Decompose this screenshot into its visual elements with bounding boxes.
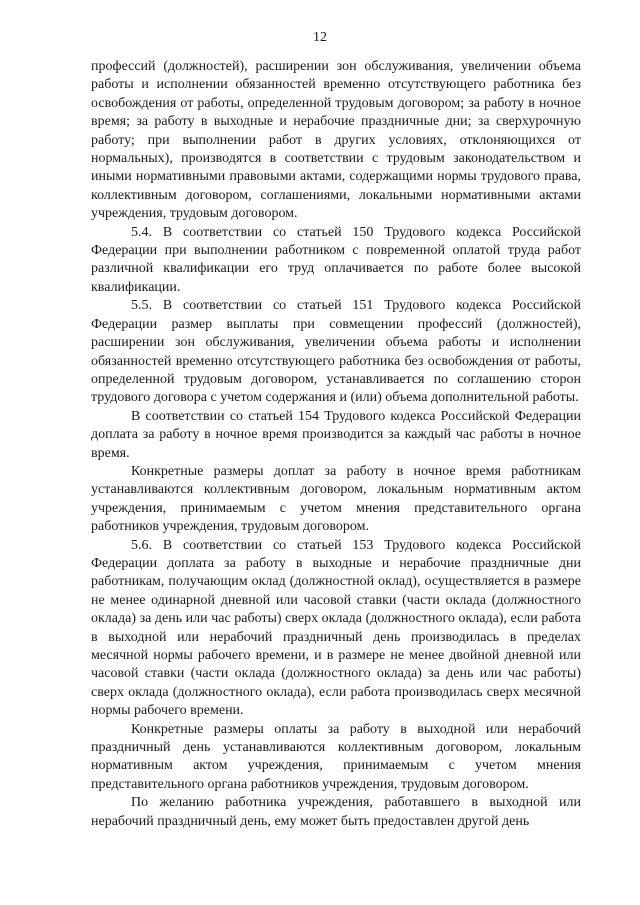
- paragraph-holiday-amounts: Конкретные размеры оплаты за работу в выходной или нерабочий праздничный день устанавливаются коллективным договором, локальным нормативным актом учреждения, принимаемым с учетом мнения представительного органа работников учреждения, трудовым договором.: [91, 721, 581, 792]
- paragraph-continuation: профессий (должностей), расширении зон обслуживания, увеличении объема работы и исполнении обязанностей временно отсутствующего работника без освобождения от работы, определенной трудовым договором; за работу в ночное время; за работу в выходные и нерабочие праздничные дни; за сверхурочную работу; при выполнении работ в других условиях, отклоняющихся от нормальных), производятся в соответствии с трудовым законодательством и иными нормативными правовыми актами, содержащими нормы трудового права, коллективным договором, соглашениями, локальными нормативными актами учреждения, трудовым договором.: [91, 59, 581, 222]
- page-number: 12: [313, 30, 327, 45]
- document-body: [91, 58, 581, 831]
- paragraph-5-6: 5.6. В соответствии со статьей 153 Трудового кодекса Российской Федерации доплата за работу в выходные и нерабочие праздничные дни работникам, получающим оклад (должностной оклад), осуществляется в размере не менее одинарной дневной или часовой ставки (части оклада (должностного оклада) за день или час работы) сверх оклада (должностного оклада), если работа в выходной или нерабочий праздничный день производилась в пределах месячной нормы рабочего времени, и в размере не менее двойной дневной или часовой ставки (части оклада (должностного оклада) за день или час работы) сверх оклада (должностного оклада), если работа производилась сверх месячной нормы рабочего времени.: [91, 537, 581, 719]
- paragraph-5-5: 5.5. В соответствии со статьей 151 Трудового кодекса Российской Федерации размер выплаты при совмещении профессий (должностей), расширении зон обслуживания, увеличении объема работы и исполнении обязанностей временно отсутствующего работника без освобождения от работы, определенной трудовым договором, устанавливается по соглашению сторон трудового договора с учетом содержания и (или) объема дополнительной работы.: [91, 298, 581, 406]
- paragraph-day-off: По желанию работника учреждения, работавшего в выходной или нерабочий праздничный день, ему может быть предоставлен другой день: [91, 795, 581, 829]
- paragraph-night-work: В соответствии со статьей 154 Трудового кодекса Российской Федерации доплата за работу в ночное время производится за каждый час работы в ночное время.: [91, 408, 581, 461]
- paragraph-night-work-amounts: Конкретные размеры доплат за работу в ночное время работникам устанавливаются коллективным договором, локальным нормативным актом учреждения, принимаемым с учетом мнения представительного органа работников учреждения, трудовым договором.: [91, 463, 581, 535]
- paragraph-5-4: 5.4. В соответствии со статьей 150 Трудового кодекса Российской Федерации при выполнении работником с повременной оплатой труда работ различной квалификации его труд оплачивается по работе более высокой квалификации.: [91, 224, 581, 295]
